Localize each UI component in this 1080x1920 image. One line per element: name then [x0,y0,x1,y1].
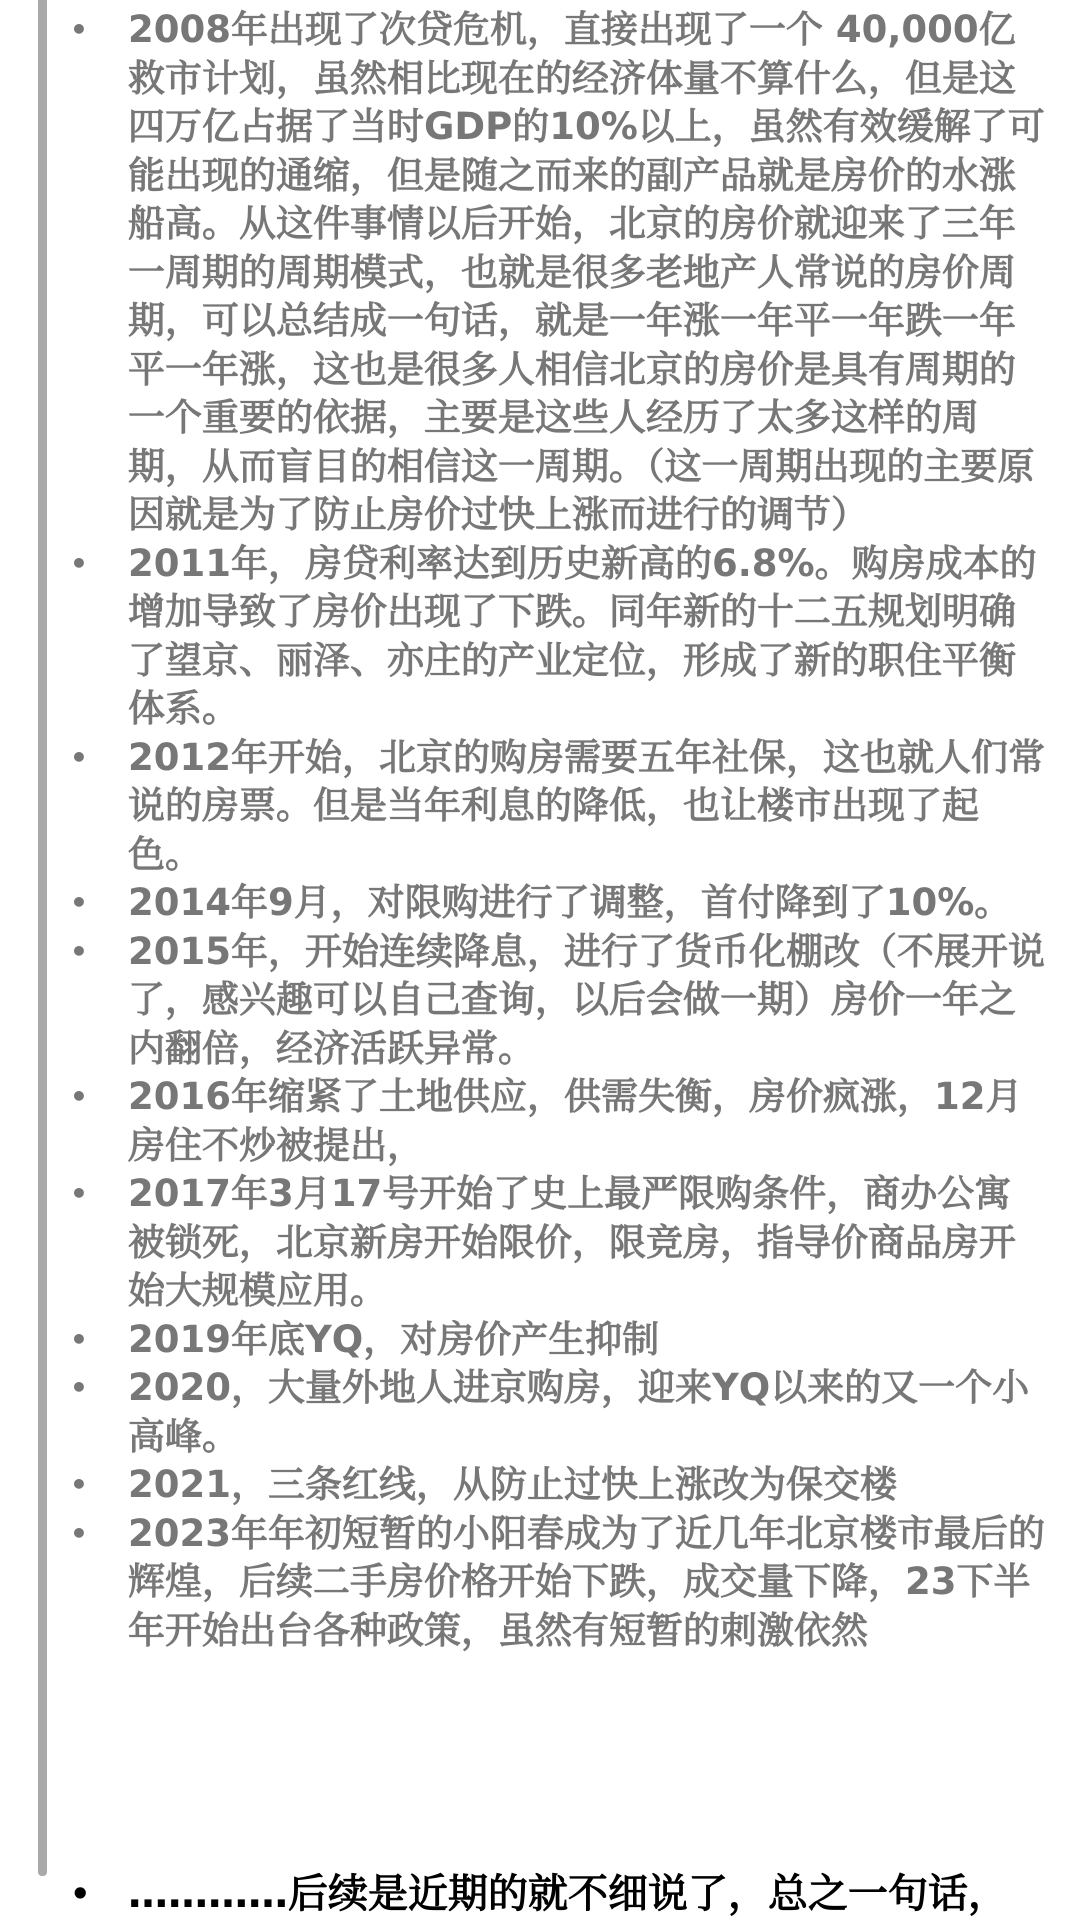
list-item-text: 2016年缩紧了土地供应，供需失衡，房价疯涨，12月房住不炒被提出， [128,1075,1023,1167]
list-item-text: 2015年，开始连续降息，进行了货币化棚改（不展开说了，感兴趣可以自己查询，以后会做一期）房价一年之内翻倍，经济活跃异常。 [128,929,1045,1070]
list-item-text: …………后续是近期的就不细说了，总之一句话， [128,1871,1008,1917]
bullet-icon: • [70,934,88,968]
bullet-icon: • [70,1371,88,1404]
blockquote [68,6,1048,1655]
bullet-icon: • [70,546,88,580]
bullet-icon: • [70,1177,88,1210]
body-list [68,1868,1048,1920]
list-item-text: 2011年，房贷利率达到历史新高的6.8%。购房成本的增加导致了房价出现了下跌。同年新的十二五规划明确了望京、丽泽、亦庄的产业定位，形成了新的职住平衡体系。 [128,541,1037,730]
list-item-2014 [68,879,1048,928]
bullet-icon: • [70,740,88,774]
list-item-2020 [68,1364,1048,1461]
list-item-2023 [68,1510,1048,1656]
list-item-text: 2023年年初短暂的小阳春成为了近几年北京楼市最后的辉煌，后续二手房价格开始下跌，成交量下降，23下半年开始出台各种政策，虽然有短暂的刺激依然 [128,1511,1045,1652]
list-item-text: 2014年9月，对限购进行了调整，首付降到了10%。 [128,881,1012,924]
bullet-icon: • [70,886,88,919]
list-item-2016 [68,1073,1048,1170]
bullet-icon: • [70,1875,91,1913]
list-item-summary [68,1868,1048,1920]
bullet-icon: • [70,1468,88,1501]
list-item-2019 [68,1316,1048,1365]
list-item-2011 [68,540,1048,734]
list-item-text: 2019年底YQ，对房价产生抑制 [128,1317,660,1361]
bullet-icon: • [70,1516,88,1550]
list-item-2008 [68,6,1048,540]
list-item-text: 2020，大量外地人进京购房，迎来YQ以来的又一个小高峰。 [128,1366,1030,1458]
list-item-2021 [68,1461,1048,1510]
blockquote-bar [38,0,47,1876]
bullet-icon: • [70,13,88,46]
list-item-text: 2008年出现了次贷危机，直接出现了一个 40,000亿救市计划，虽然相比现在的经济体量不算什么，但是这四万亿占据了当时GDP的10%以上，虽然有效缓解了可能出现的通缩，但是随之而来的副产品就是房价的水涨船高。从这件事情以后开始，北京的房价就迎来了三年一周期的周期模式，也就是很多老地产人常说的房价周期，可以总结成一句话，就是一年涨一年平一年跌一年平一年涨，这也是很多人相信北京的房价是具有周期的一个重要的依据，主要是这些人经历了太多这样的周期，从而盲目的相信这一周期。（这一周期出现的主要原因就是为了防止房价过快上涨而进行的调节） [128,8,1045,536]
list-item-2017 [68,1170,1048,1316]
bullet-icon: • [70,1322,88,1356]
list-item-text: 2012年开始，北京的购房需要五年社保，这也就人们常说的房票。但是当年利息的降低，也让楼市出现了起色。 [128,735,1045,876]
bullet-icon: • [70,1080,88,1113]
list-item-2015 [68,928,1048,1074]
list-item-text: 2017年3月17号开始了史上最严限购条件，商办公寓被锁死，北京新房开始限价，限竞房，指导价商品房开始大规模应用。 [128,1172,1016,1312]
list-item-text: 2021，三条红线，从防止过快上涨改为保交楼 [128,1463,897,1506]
list-item-2012 [68,734,1048,880]
